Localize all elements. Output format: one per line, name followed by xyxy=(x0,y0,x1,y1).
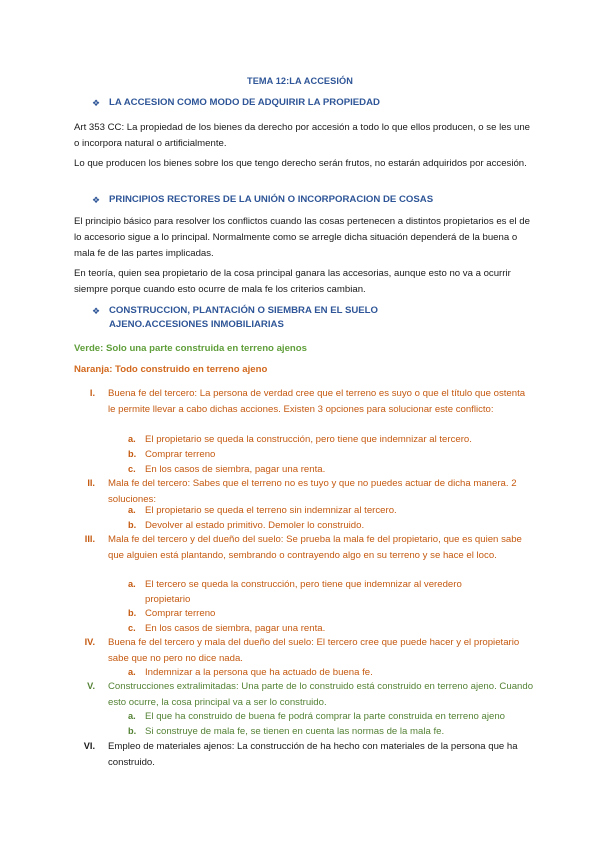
list-item-mala-fe-ambos xyxy=(74,532,534,563)
diamond-bullet-icon: ❖ xyxy=(92,306,101,316)
list-number: VI. xyxy=(83,741,95,751)
sub-item-text: Indemnizar a la persona que ha actuado de buena fe. xyxy=(145,667,373,678)
sub-item xyxy=(128,503,528,518)
sub-letter: a. xyxy=(128,667,136,677)
sub-item-text: En los casos de siembra, pagar una renta. xyxy=(145,464,326,475)
list-number: III. xyxy=(84,534,95,544)
diamond-bullet-icon: ❖ xyxy=(92,195,101,205)
list-number: I. xyxy=(89,388,95,398)
list-item-text: Buena fe del tercero: La persona de verdad cree que el terreno es suyo o que el título que ostenta le permite llevar a cabo dichas acciones. Existen 3 opciones para solucionar este conflicto: xyxy=(108,388,526,415)
sub-letter: c. xyxy=(128,464,136,474)
sub-item-text: Comprar terreno xyxy=(145,608,216,619)
paragraph-principio-basico: El principio básico para resolver los conflictos cuando las cosas pertenecen a distintos propietarios es el de lo accesorio sigue a lo principal. Normalmente como se arregle dicha situación dependerá de la buena o mala fe de las partes implicadas. xyxy=(74,216,530,259)
heading-text: LA ACCESION COMO MODO DE ADQUIRIR LA PROPIEDAD xyxy=(109,97,380,108)
sub-letter: b. xyxy=(128,608,137,618)
sub-item xyxy=(128,621,528,636)
sub-item xyxy=(128,518,528,533)
list-item-buena-fe xyxy=(74,386,534,417)
sub-item-text: El propietario se queda la construcción, pero tiene que indemnizar al tercero. xyxy=(145,434,472,445)
sub-item-text: El tercero se queda la construcción, pero tiene que indemnizar al veredero propietario xyxy=(145,579,462,605)
sub-item xyxy=(128,432,528,447)
heading-text: PRINCIPIOS RECTORES DE LA UNIÓN O INCORPORACION DE COSAS xyxy=(109,194,434,205)
sub-item xyxy=(128,447,528,462)
sub-item-text: Devolver al estado primitivo. Demoler lo construido. xyxy=(145,520,365,531)
list-number: V. xyxy=(87,681,95,691)
list-number: IV. xyxy=(84,637,95,647)
sub-item-text: Comprar terreno xyxy=(145,449,216,460)
list-item-text: Buena fe del tercero y mala del dueño del suelo: El tercero cree que puede hacer y el propietario sabe que no pero no dice nada. xyxy=(108,637,520,664)
list-number: II. xyxy=(87,478,95,488)
sub-item xyxy=(128,577,508,607)
sub-item-text: En los casos de siembra, pagar una renta. xyxy=(145,623,326,634)
sub-letter: a. xyxy=(128,579,136,589)
sub-letter: b. xyxy=(128,520,137,530)
sub-letter: c. xyxy=(128,623,136,633)
section-heading-accesion xyxy=(92,96,522,110)
sub-item xyxy=(128,709,528,724)
sub-letter: a. xyxy=(128,505,136,515)
sub-letter: b. xyxy=(128,726,137,736)
section-heading-construccion xyxy=(92,304,472,333)
section-heading-principios xyxy=(92,193,522,207)
paragraph-teoria: En teoría, quien sea propietario de la cosa principal ganara las accesorias, aunque esto no va a ocurrir siempre porque cuando esto ocurre de mala fe los criterios cambian. xyxy=(74,268,511,295)
sub-item xyxy=(128,724,528,739)
document-title: TEMA 12:LA ACCESIÓN xyxy=(246,76,354,86)
sub-letter: a. xyxy=(128,434,136,444)
list-item-text: Empleo de materiales ajenos: La construcción de ha hecho con materiales de la persona que ha construido. xyxy=(108,741,518,768)
legend-orange: Naranja: Todo construido en terreno ajeno xyxy=(74,364,268,375)
list-item-extralimitadas xyxy=(74,679,534,710)
sub-item-text: Si construye de mala fe, se tienen en cuenta las normas de la mala fe. xyxy=(145,726,445,737)
diamond-bullet-icon: ❖ xyxy=(92,98,101,108)
sub-item xyxy=(128,665,528,680)
list-item-buena-fe-tercero xyxy=(74,635,534,666)
list-item-text: Mala fe del tercero y del dueño del suelo: Se prueba la mala fe del propietario, que es quien sabe que alguien está plantando, sembrando o contrayendo algo en su terreno y se hace el loco. xyxy=(108,534,522,561)
sub-item xyxy=(128,462,528,477)
list-item-text: Mala fe del tercero: Sabes que el terreno no es tuyo y que no puedes actuar de dicha manera. 2 soluciones: xyxy=(108,478,517,505)
sub-item-text: El propietario se queda el terreno sin indemnizar al tercero. xyxy=(145,505,397,516)
sub-item-text: El que ha construido de buena fe podrá comprar la parte construida en terreno ajeno xyxy=(145,711,505,722)
sub-item xyxy=(128,606,528,621)
list-item-text: Construcciones extralimitadas: Una parte de lo construido está construido en terreno ajeno. Cuando esto ocurre, la cosa principal va a ser lo construido. xyxy=(108,681,534,708)
sub-letter: b. xyxy=(128,449,137,459)
paragraph-art-353: Art 353 CC: La propiedad de los bienes da derecho por accesión a todo lo que ellos producen, o se les une o incorpora natural o artificialmente. xyxy=(74,122,531,149)
sub-letter: a. xyxy=(128,711,136,721)
list-item-materiales-ajenos xyxy=(74,739,534,770)
legend-green: Verde: Solo una parte construida en terreno ajenos xyxy=(74,343,307,354)
heading-text: CONSTRUCCION, PLANTACIÓN O SIEMBRA EN EL SUELO AJENO.ACCESIONES INMOBILIARIAS xyxy=(109,305,378,331)
paragraph-frutos: Lo que producen los bienes sobre los que tengo derecho serán frutos, no estarán adquiridos por accesión. xyxy=(74,158,527,169)
